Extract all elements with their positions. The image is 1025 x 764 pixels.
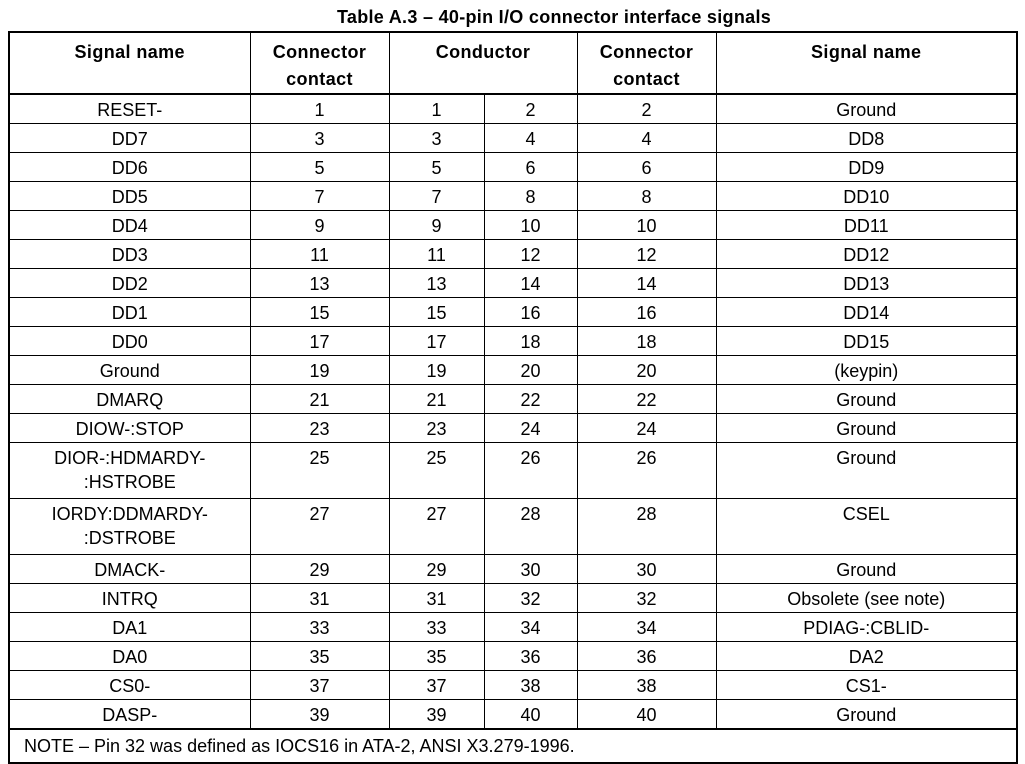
connector-contact-right-cell: 8 <box>577 182 716 211</box>
signal-name-right-cell: DD9 <box>716 153 1017 182</box>
connector-contact-right-cell: 36 <box>577 642 716 671</box>
conductor-even-cell: 30 <box>484 555 577 584</box>
table-caption: Table A.3 – 40-pin I/O connector interface signals <box>336 7 772 27</box>
table-body <box>9 94 1017 729</box>
table-row <box>9 700 1017 730</box>
conductor-even-cell: 18 <box>484 327 577 356</box>
signal-name-left-cell: DD7 <box>9 124 250 153</box>
table-row <box>9 124 1017 153</box>
conductor-even-cell: 14 <box>484 269 577 298</box>
conductor-even-cell: 2 <box>484 94 577 124</box>
signal-name-right-cell: Ground <box>716 385 1017 414</box>
conductor-even-cell: 34 <box>484 613 577 642</box>
signal-name-left-cell: RESET- <box>9 94 250 124</box>
header-signal-name-left: Signal name <box>9 32 250 94</box>
signal-name-left-cell: DD4 <box>9 211 250 240</box>
conductor-odd-cell: 19 <box>389 356 484 385</box>
table-row <box>9 443 1017 499</box>
connector-contact-left-cell: 11 <box>250 240 389 269</box>
signal-name-right-cell: Ground <box>716 414 1017 443</box>
connector-contact-left-cell: 5 <box>250 153 389 182</box>
signal-name-right-cell: DA2 <box>716 642 1017 671</box>
signal-name-left-cell: DIOW-:STOP <box>9 414 250 443</box>
signal-name-left-cell: DIOR-:HDMARDY- :HSTROBE <box>9 443 250 499</box>
signal-name-right-cell: DD14 <box>716 298 1017 327</box>
signal-name-left-cell: CS0- <box>9 671 250 700</box>
conductor-odd-cell: 31 <box>389 584 484 613</box>
connector-contact-left-cell: 15 <box>250 298 389 327</box>
signal-name-left-cell: DMARQ <box>9 385 250 414</box>
conductor-odd-cell: 29 <box>389 555 484 584</box>
signal-name-right-cell: CSEL <box>716 499 1017 555</box>
connector-contact-right-cell: 2 <box>577 94 716 124</box>
table-row <box>9 94 1017 124</box>
connector-contact-right-cell: 34 <box>577 613 716 642</box>
conductor-even-cell: 32 <box>484 584 577 613</box>
table-row <box>9 182 1017 211</box>
connector-contact-left-cell: 37 <box>250 671 389 700</box>
table-row <box>9 356 1017 385</box>
signal-name-right-cell: DD10 <box>716 182 1017 211</box>
header-row <box>9 32 1017 94</box>
signal-name-right-cell: Ground <box>716 443 1017 499</box>
connector-contact-left-cell: 23 <box>250 414 389 443</box>
connector-contact-right-cell: 6 <box>577 153 716 182</box>
connector-contact-left-cell: 27 <box>250 499 389 555</box>
connector-contact-right-cell: 24 <box>577 414 716 443</box>
conductor-even-cell: 8 <box>484 182 577 211</box>
table-row <box>9 327 1017 356</box>
conductor-even-cell: 40 <box>484 700 577 730</box>
connector-contact-left-cell: 21 <box>250 385 389 414</box>
conductor-even-cell: 36 <box>484 642 577 671</box>
signal-name-right-cell: DD8 <box>716 124 1017 153</box>
table-row <box>9 671 1017 700</box>
table-note: NOTE – Pin 32 was defined as IOCS16 in ATA-2, ANSI X3.279-1996. <box>9 729 1017 763</box>
signal-name-left-cell: DD6 <box>9 153 250 182</box>
signal-name-right-cell: DD12 <box>716 240 1017 269</box>
table-row <box>9 298 1017 327</box>
header-signal-name-right: Signal name <box>716 32 1017 94</box>
conductor-odd-cell: 1 <box>389 94 484 124</box>
connector-contact-right-cell: 22 <box>577 385 716 414</box>
conductor-odd-cell: 7 <box>389 182 484 211</box>
signal-name-right-cell: Ground <box>716 700 1017 730</box>
header-conductor: Conductor <box>389 32 577 94</box>
connector-contact-left-cell: 13 <box>250 269 389 298</box>
signal-name-right-cell: CS1- <box>716 671 1017 700</box>
table-row <box>9 499 1017 555</box>
connector-contact-right-cell: 14 <box>577 269 716 298</box>
signal-name-right-cell: DD15 <box>716 327 1017 356</box>
signal-name-left-cell: IORDY:DDMARDY- :DSTROBE <box>9 499 250 555</box>
connector-contact-right-cell: 28 <box>577 499 716 555</box>
conductor-even-cell: 4 <box>484 124 577 153</box>
signal-name-left-cell: DMACK- <box>9 555 250 584</box>
table-row <box>9 642 1017 671</box>
connector-contact-right-cell: 18 <box>577 327 716 356</box>
signal-name-right-cell: Ground <box>716 555 1017 584</box>
table-row <box>9 613 1017 642</box>
signal-name-left-cell: DD1 <box>9 298 250 327</box>
connector-contact-right-cell: 10 <box>577 211 716 240</box>
connector-contact-right-cell: 26 <box>577 443 716 499</box>
signal-name-right-cell: DD13 <box>716 269 1017 298</box>
conductor-even-cell: 12 <box>484 240 577 269</box>
connector-contact-right-cell: 32 <box>577 584 716 613</box>
signal-name-right-cell: Ground <box>716 94 1017 124</box>
signal-name-left-cell: DD3 <box>9 240 250 269</box>
conductor-even-cell: 38 <box>484 671 577 700</box>
signal-name-left-cell: INTRQ <box>9 584 250 613</box>
conductor-odd-cell: 3 <box>389 124 484 153</box>
conductor-even-cell: 28 <box>484 499 577 555</box>
signal-table <box>8 31 1018 764</box>
connector-contact-right-cell: 38 <box>577 671 716 700</box>
table-row <box>9 269 1017 298</box>
conductor-odd-cell: 23 <box>389 414 484 443</box>
header-connector-contact-right: Connector contact <box>577 32 716 94</box>
connector-contact-left-cell: 1 <box>250 94 389 124</box>
conductor-odd-cell: 27 <box>389 499 484 555</box>
connector-contact-left-cell: 39 <box>250 700 389 730</box>
conductor-even-cell: 22 <box>484 385 577 414</box>
conductor-even-cell: 20 <box>484 356 577 385</box>
conductor-odd-cell: 15 <box>389 298 484 327</box>
header-connector-contact-left: Connector contact <box>250 32 389 94</box>
signal-name-left-cell: DASP- <box>9 700 250 730</box>
signal-name-right-cell: DD11 <box>716 211 1017 240</box>
conductor-even-cell: 10 <box>484 211 577 240</box>
signal-name-left-cell: DA0 <box>9 642 250 671</box>
table-row <box>9 555 1017 584</box>
connector-contact-left-cell: 7 <box>250 182 389 211</box>
signal-name-right-cell: (keypin) <box>716 356 1017 385</box>
conductor-even-cell: 24 <box>484 414 577 443</box>
table-row <box>9 211 1017 240</box>
connector-contact-left-cell: 19 <box>250 356 389 385</box>
conductor-even-cell: 26 <box>484 443 577 499</box>
signal-name-left-cell: DD2 <box>9 269 250 298</box>
table-row <box>9 385 1017 414</box>
table-row <box>9 153 1017 182</box>
connector-contact-left-cell: 31 <box>250 584 389 613</box>
connector-contact-right-cell: 30 <box>577 555 716 584</box>
conductor-even-cell: 6 <box>484 153 577 182</box>
signal-name-left-cell: DA1 <box>9 613 250 642</box>
conductor-odd-cell: 37 <box>389 671 484 700</box>
connector-contact-left-cell: 3 <box>250 124 389 153</box>
table-row <box>9 414 1017 443</box>
conductor-odd-cell: 17 <box>389 327 484 356</box>
signal-name-right-cell: PDIAG-:CBLID- <box>716 613 1017 642</box>
conductor-odd-cell: 11 <box>389 240 484 269</box>
connector-contact-right-cell: 4 <box>577 124 716 153</box>
conductor-odd-cell: 21 <box>389 385 484 414</box>
connector-contact-left-cell: 17 <box>250 327 389 356</box>
connector-contact-left-cell: 29 <box>250 555 389 584</box>
conductor-odd-cell: 25 <box>389 443 484 499</box>
conductor-odd-cell: 33 <box>389 613 484 642</box>
conductor-odd-cell: 9 <box>389 211 484 240</box>
conductor-odd-cell: 13 <box>389 269 484 298</box>
connector-contact-left-cell: 35 <box>250 642 389 671</box>
connector-contact-left-cell: 33 <box>250 613 389 642</box>
table-row <box>9 584 1017 613</box>
note-row <box>9 729 1017 763</box>
connector-contact-right-cell: 20 <box>577 356 716 385</box>
conductor-odd-cell: 39 <box>389 700 484 730</box>
signal-name-left-cell: DD0 <box>9 327 250 356</box>
signal-name-left-cell: Ground <box>9 356 250 385</box>
connector-contact-left-cell: 9 <box>250 211 389 240</box>
signal-name-left-cell: DD5 <box>9 182 250 211</box>
conductor-even-cell: 16 <box>484 298 577 327</box>
connector-contact-right-cell: 12 <box>577 240 716 269</box>
table-row <box>9 240 1017 269</box>
conductor-odd-cell: 35 <box>389 642 484 671</box>
connector-contact-left-cell: 25 <box>250 443 389 499</box>
connector-contact-right-cell: 40 <box>577 700 716 730</box>
signal-name-right-cell: Obsolete (see note) <box>716 584 1017 613</box>
connector-contact-right-cell: 16 <box>577 298 716 327</box>
conductor-odd-cell: 5 <box>389 153 484 182</box>
